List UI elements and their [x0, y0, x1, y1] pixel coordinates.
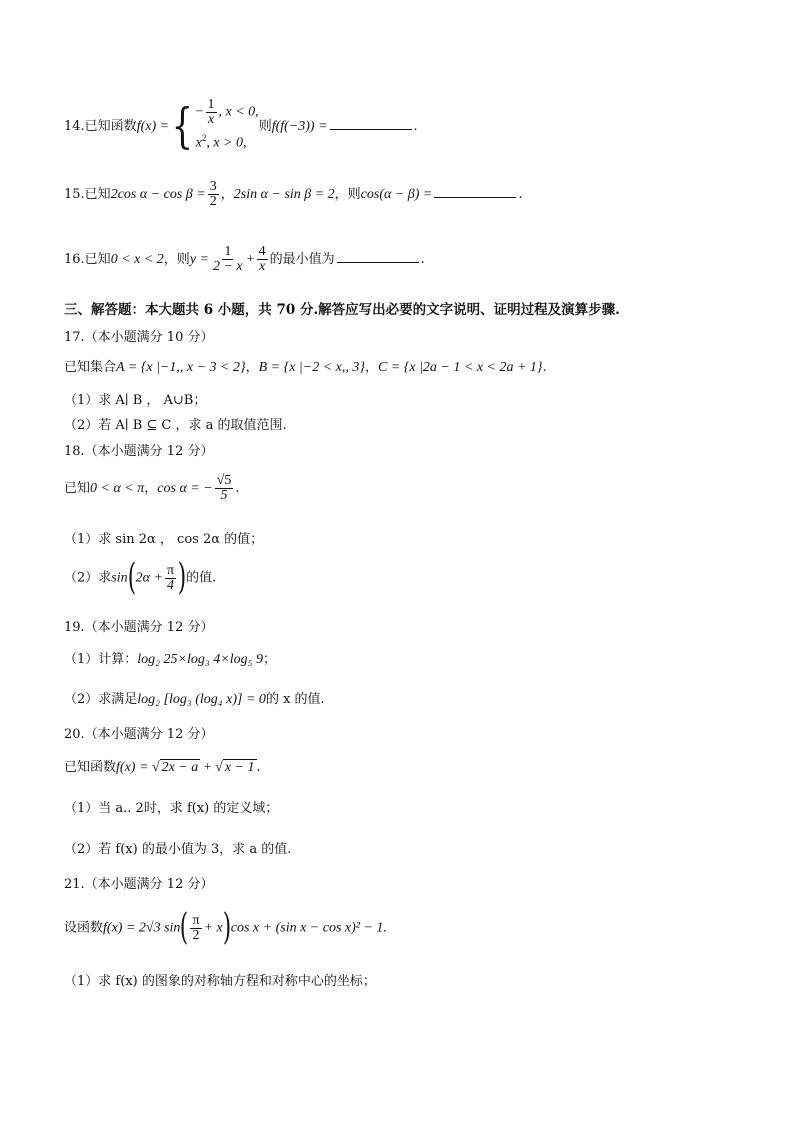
q21-frac-num: π — [192, 912, 200, 928]
q18-stem — [64, 474, 240, 503]
q16-f1-num: 1 — [224, 244, 232, 259]
q19-part-1 — [64, 648, 276, 668]
question-15 — [64, 180, 523, 209]
q21-paren-right: ) — [222, 907, 231, 948]
q14-brace: { — [171, 98, 194, 155]
q17-set-b: B = {x |−2 < x,, 3} — [258, 360, 365, 375]
q15-expr2: 2sin α − sin β = 2 — [233, 187, 335, 202]
q14-case-1: − $\frac{1}{x}$ , x < 0, — [195, 97, 259, 127]
q21-rest: cos x + (sin x − cos x)² − 1. — [230, 920, 387, 936]
q14-fx: f(x) = — [136, 118, 170, 134]
q18-p2-sin: sin — [111, 570, 128, 586]
q16-then: ，则 — [163, 252, 190, 267]
q17-stem — [64, 356, 547, 376]
q14-expr: f(f(−3)) = — [271, 118, 328, 134]
q14-case1-num: 1 — [207, 97, 215, 112]
q15-fraction — [208, 180, 219, 209]
q15-then: ，则 — [334, 187, 361, 202]
q21-arg-tail: + x — [203, 920, 223, 936]
q16-prefix: 16.已知 — [64, 252, 111, 267]
q15-end: . — [518, 187, 523, 202]
q18-p2-fraction — [165, 564, 176, 593]
q19-part-2 — [64, 688, 325, 708]
q17-sep-2: ， — [364, 360, 378, 375]
q19-p2-suffix: 的 x 的值. — [265, 692, 325, 707]
q16-fraction-1 — [211, 245, 245, 274]
q19-title: 19.（本小题满分 12 分） — [64, 620, 214, 635]
q18-p2-frac-num: π — [166, 562, 175, 578]
q15-prefix: 15.已知 — [64, 187, 111, 202]
section-3-heading: 三、解答题：本大题共 6 小题，共 70 分.解答应写出必要的文字说明、证明过程及演算步骤. — [64, 302, 620, 318]
q20-stem — [64, 756, 261, 776]
q17-set-c: C = {x |2a − 1 < x < 2a + 1} — [377, 360, 543, 375]
q14-case-2: $x^2$, x > 0, — [195, 133, 247, 151]
q14-case1-tail: , x < 0, — [218, 104, 259, 120]
q16-plus: + — [246, 252, 255, 267]
q18-frac-num: √5 — [216, 473, 232, 488]
q17-title: 17.（本小题满分 10 分） — [64, 330, 214, 345]
q17-part-1: （1）求 A∣ B ， A∪B； — [64, 393, 207, 408]
q17-end: . — [542, 360, 547, 375]
q20-part-1: （1）当 a.. 2时，求 f(x) 的定义域； — [64, 801, 279, 816]
q16-f1-den: 2 − x — [212, 259, 243, 274]
q18-p2-prefix: （2）求 — [64, 570, 112, 586]
q18-stem-prefix: 已知 — [64, 481, 91, 496]
q20-part-2: （2）若 f(x) 的最小值为 3，求 a 的值. — [64, 842, 292, 857]
q16-fraction-2 — [257, 245, 268, 274]
q21-title: 21.（本小题满分 12 分） — [64, 877, 214, 892]
q16-y: y = — [189, 252, 209, 267]
q19-p2-expr: log₂ [log₃ (log₄ x)] = 0 — [137, 692, 266, 707]
q20-sqrt-sign-2: √ — [215, 760, 223, 775]
q14-case2-tail: , x > 0, — [206, 135, 247, 151]
q16-end: . — [420, 252, 425, 267]
q20-stem-prefix: 已知函数 — [64, 760, 117, 775]
q21-fx: f(x) = 2√3 sin — [103, 920, 181, 936]
q21-fraction — [190, 914, 201, 943]
q20-radicand-2: x − 1 — [224, 760, 255, 775]
q20-fx: f(x) = — [116, 760, 152, 775]
q18-cond: 0 < α < π — [90, 481, 145, 496]
q18-frac-den: 5 — [220, 488, 228, 503]
q18-title: 18.（本小题满分 12 分） — [64, 444, 214, 459]
q17-stem-prefix: 已知集合 — [64, 360, 117, 375]
q15-frac-num: 3 — [209, 179, 217, 194]
q18-cos: cos α = − — [157, 481, 213, 496]
q18-paren-right: ) — [177, 557, 187, 598]
q19-p1-prefix: （1）计算： — [64, 652, 138, 667]
q15-expr1: 2cos α − cos β = — [110, 187, 206, 202]
q15-expr3: cos(α − β) = — [360, 187, 433, 202]
q14-then: 则 — [258, 118, 272, 134]
q18-end: . — [235, 481, 240, 496]
q21-stem — [64, 907, 387, 948]
q18-p2-frac-den: 4 — [167, 577, 174, 593]
q19-p2-prefix: （2）求满足 — [64, 692, 138, 707]
q19-p1-expr: log₂ 25×log₃ 4×log₅ 9 — [137, 652, 263, 667]
q17-part-2: （2）若 A∣ B ⊆ C ，求 a 的取值范围. — [64, 418, 287, 433]
q20-radicand-1: 2x − a — [161, 760, 199, 775]
q21-paren-left: ( — [180, 907, 189, 948]
q21-stem-prefix: 设函数 — [64, 920, 104, 936]
q15-answer-blank[interactable] — [434, 185, 516, 198]
question-14 — [64, 98, 418, 155]
q19-p1-end: ； — [262, 652, 276, 667]
q18-part-2 — [64, 557, 217, 598]
q18-paren-left: ( — [127, 557, 136, 598]
q20-end: . — [256, 760, 261, 775]
q14-case1-den: x — [207, 112, 215, 127]
q18-sep: ， — [144, 481, 158, 496]
q18-p2-arg: 2α + — [135, 570, 163, 586]
q15-sep: ， — [220, 187, 234, 202]
q14-cases — [196, 98, 259, 155]
q20-plus: + — [200, 760, 216, 775]
q18-fraction — [215, 474, 234, 503]
q16-f2-num: 4 — [258, 244, 266, 259]
q16-suffix: 的最小值为 — [269, 252, 335, 267]
q18-p2-suffix: 的值. — [186, 570, 217, 586]
q16-cond: 0 < x < 2 — [110, 252, 164, 267]
q21-frac-den: 2 — [192, 927, 200, 943]
q17-sep-1: ， — [245, 360, 259, 375]
q16-f2-den: x — [258, 259, 266, 274]
q14-case2-base: x — [195, 135, 202, 151]
q15-frac-den: 2 — [209, 194, 217, 209]
q14-prefix: 14.已知函数 — [64, 118, 137, 134]
q18-part-1: （1）求 sin 2α ， cos 2α 的值； — [64, 532, 264, 547]
question-16 — [64, 245, 425, 274]
q17-set-a: A = {x |−1,, x − 3 < 2} — [116, 360, 246, 375]
q20-sqrt-sign-1: √ — [151, 760, 160, 775]
q16-answer-blank[interactable] — [337, 250, 419, 263]
q21-part-1: （1）求 f(x) 的图象的对称轴方程和对称中心的坐标； — [64, 974, 376, 989]
q14-answer-blank[interactable] — [330, 117, 412, 130]
q14-end: . — [413, 118, 418, 134]
q20-title: 20.（本小题满分 12 分） — [64, 727, 214, 742]
